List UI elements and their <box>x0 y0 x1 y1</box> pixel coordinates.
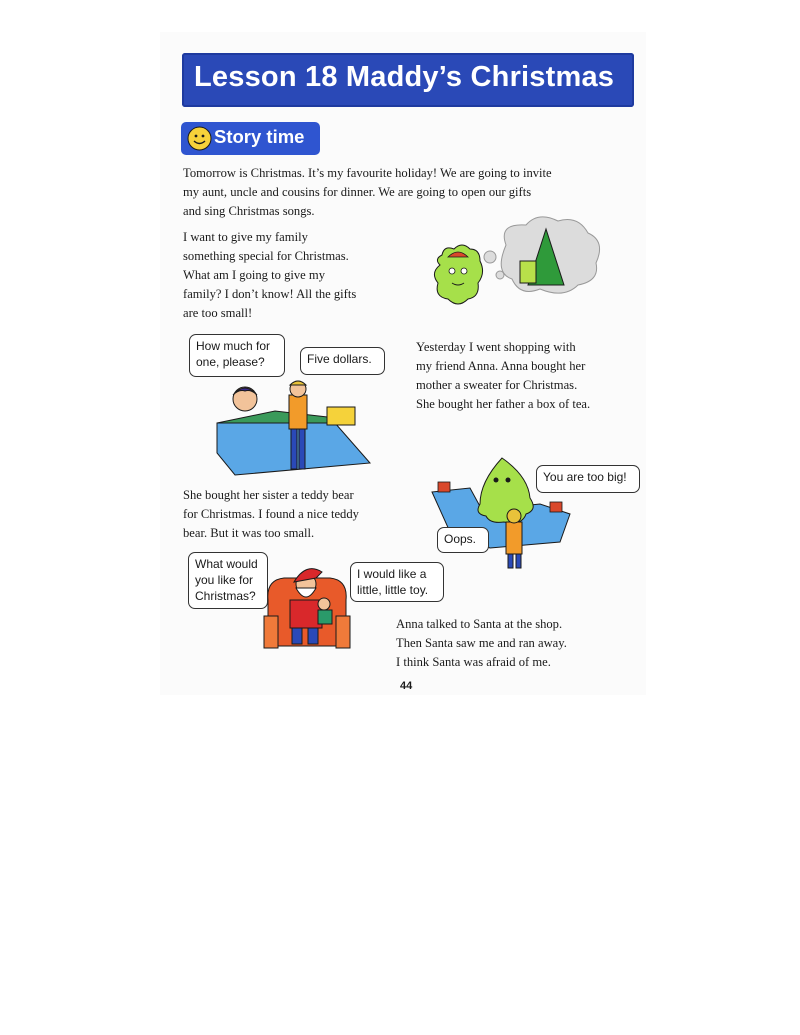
text-line: and sing Christmas songs. <box>183 204 315 218</box>
maddy-thinking-illustration <box>428 215 603 320</box>
bubble-line: Christmas? <box>195 589 256 603</box>
bubble-line: How much for <box>196 339 271 353</box>
gift-paragraph <box>183 228 356 323</box>
bubble-line: Five dollars. <box>307 352 372 366</box>
text-line: my friend Anna. Anna bought her <box>416 359 586 373</box>
text-line: I want to give my family <box>183 230 308 244</box>
speech-bubble-oops <box>437 527 489 553</box>
text-line: Then Santa saw me and ran away. <box>396 636 567 650</box>
lesson-title: Lesson 18 Maddy’s Christmas <box>194 61 615 93</box>
speech-bubble-too-big <box>536 465 640 493</box>
teddy-paragraph <box>183 486 359 543</box>
story-time-badge <box>181 122 320 155</box>
page-number: 44 <box>400 680 413 692</box>
bubble-line: one, please? <box>196 355 265 369</box>
text-line: Yesterday I went shopping with <box>416 340 576 354</box>
story-time-label: Story time <box>214 126 305 147</box>
bubble-line: you like for <box>195 573 254 587</box>
text-line: She bought her father a box of tea. <box>416 397 591 411</box>
bubble-line: You are too big! <box>543 470 627 484</box>
lesson-banner <box>182 53 634 107</box>
text-line: What am I going to give my <box>183 268 325 282</box>
text-line: family? I don’t know! All the gifts <box>183 287 357 301</box>
shop-counter-illustration <box>215 383 375 475</box>
text-line: bear. But it was too small. <box>183 526 315 540</box>
smiley-icon <box>187 126 212 151</box>
text-line: Anna talked to Santa at the shop. <box>396 617 563 631</box>
bubble-line: What would <box>195 557 258 571</box>
santa-chair-illustration <box>262 560 352 656</box>
bubble-line: Oops. <box>444 532 477 546</box>
text-line: Tomorrow is Christmas. It’s my favourite holiday! We are going to invite <box>183 166 552 180</box>
bubble-line: little, little toy. <box>357 583 429 597</box>
speech-bubble-five-dollars <box>300 347 385 375</box>
text-line: something special for Christmas. <box>183 249 349 263</box>
text-line: my aunt, uncle and cousins for dinner. We are going to open our gifts <box>183 185 532 199</box>
text-line: are too small! <box>183 306 253 320</box>
text-line: for Christmas. I found a nice teddy <box>183 507 359 521</box>
shopping-paragraph <box>416 338 590 414</box>
text-line: mother a sweater for Christmas. <box>416 378 578 392</box>
speech-bubble-how-much <box>189 334 285 377</box>
speech-bubble-little-toy <box>350 562 444 602</box>
speech-bubble-what-would <box>188 552 268 609</box>
text-line: She bought her sister a teddy bear <box>183 488 354 502</box>
text-line: I think Santa was afraid of me. <box>396 655 551 669</box>
intro-paragraph <box>183 164 552 221</box>
bubble-line: I would like a <box>357 567 427 581</box>
santa-paragraph <box>396 615 567 672</box>
